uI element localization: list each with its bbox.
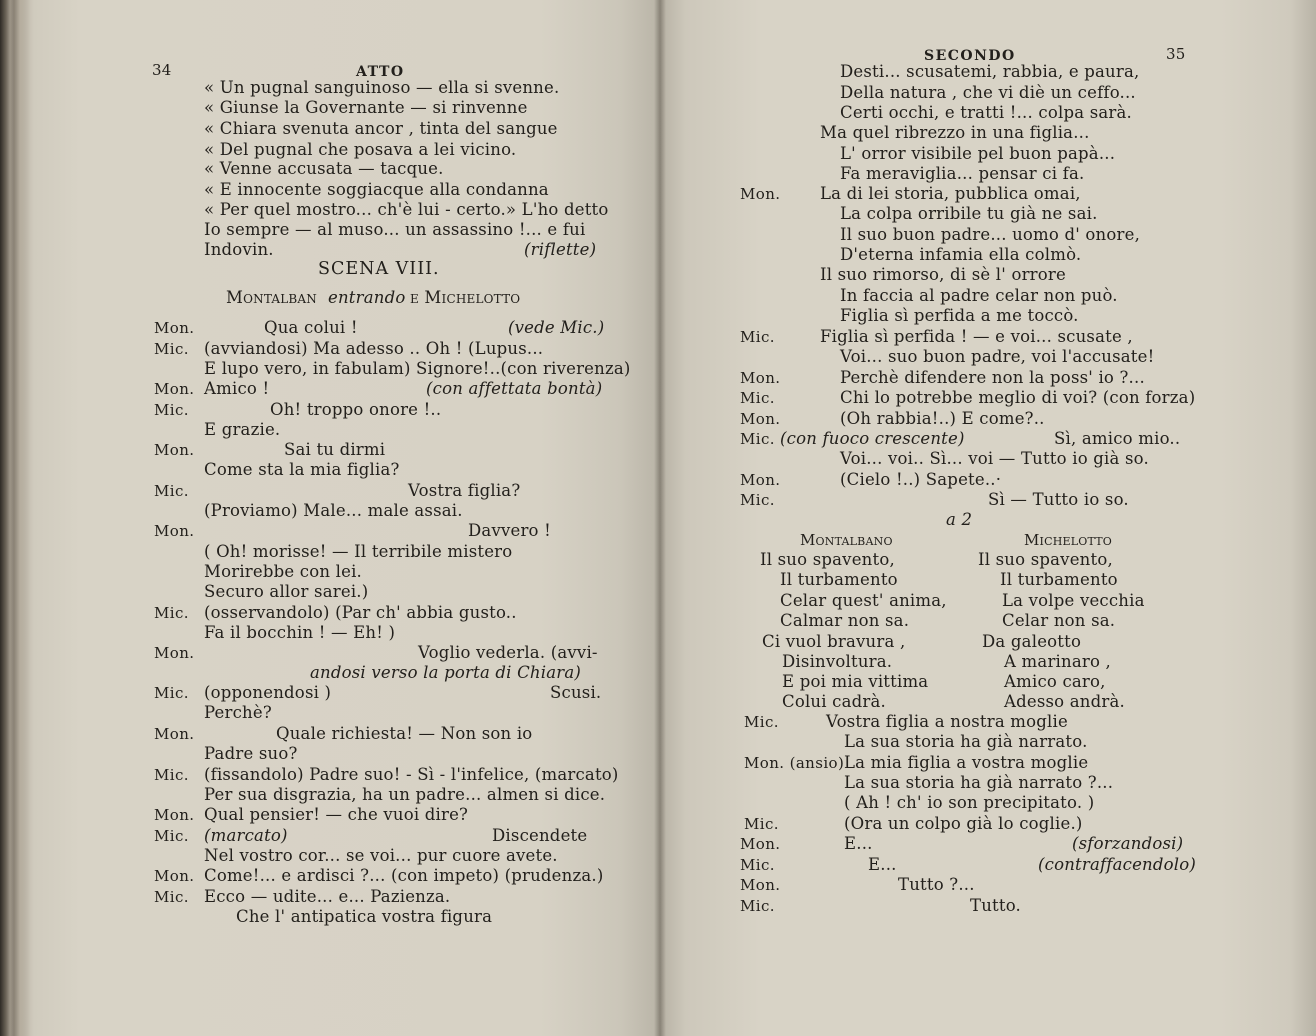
running-head-left: ATTO	[356, 64, 405, 80]
speaker: Mic.	[740, 856, 775, 874]
text-line: E...	[868, 855, 897, 874]
speaker: Mon.	[740, 835, 781, 853]
speaker: Mon.	[154, 319, 195, 337]
dialogue-line: Perchè?	[204, 703, 272, 722]
text-line: Sì, amico mio..	[1054, 429, 1181, 448]
stage-direction: (sforzandosi)	[1072, 834, 1184, 853]
duet-name-left: Montalbano	[800, 531, 893, 549]
dialogue-line: Voglio vederla. (avvi-	[418, 643, 598, 662]
duet-line: A marinaro ,	[1004, 652, 1111, 671]
right-page	[660, 0, 1316, 1036]
duet-line: Il suo spavento,	[760, 550, 895, 569]
duet-line: Da galeotto	[982, 632, 1082, 651]
duet-name-right: Michelotto	[1024, 531, 1112, 549]
text-line: Perchè difendere non la poss' io ?...	[840, 368, 1145, 387]
dialogue-line: Davvero !	[468, 521, 551, 540]
page-number-right: 35	[1166, 45, 1186, 63]
stage-direction: (con fuoco crescente)	[780, 429, 965, 448]
text-line: In faccia al padre celar non può.	[840, 286, 1118, 305]
text-line: Vostra figlia a nostra moglie	[826, 712, 1068, 731]
stage-direction: (marcato)	[204, 826, 288, 845]
scene-cast-entrando: entrando	[328, 288, 406, 307]
dialogue-line: E grazie.	[204, 420, 281, 439]
text-line: « Venne accusata — tacque.	[204, 159, 444, 178]
speaker: Mon.	[740, 471, 781, 489]
dialogue-line: Qual pensier! — che vuoi dire?	[204, 805, 469, 824]
text-line: Certi occhi, e tratti !... colpa sarà.	[840, 103, 1132, 122]
dialogue-line: E lupo vero, in fabulam) Signore!..(con riverenza)	[204, 359, 631, 378]
dialogue-line: Ecco — udite... e... Pazienza.	[204, 887, 451, 906]
speaker: Mic.	[744, 713, 779, 731]
speaker: Mon.	[154, 806, 195, 824]
text-line: Fa meraviglia... pensar ci fa.	[840, 164, 1085, 183]
text-line: L' orror visibile pel buon papà...	[840, 144, 1116, 163]
text-line: Tutto ?...	[898, 875, 975, 894]
speaker: Mic.	[740, 389, 775, 407]
running-head-right: SECONDO	[924, 48, 1016, 64]
duet-line: Amico caro,	[1004, 672, 1106, 691]
text-line: Figlia sì perfida ! — e voi... scusate ,	[820, 327, 1133, 346]
speaker: Mic.	[740, 491, 775, 509]
duet-line: Ci vuol bravura ,	[762, 632, 906, 651]
dialogue-line: Quale richiesta! — Non son io	[276, 724, 533, 743]
duet-line: Celar quest' anima,	[780, 591, 947, 610]
duet-line: Il turbamento	[780, 570, 898, 589]
dialogue-line: Amico !	[204, 379, 270, 398]
duet-line: Il turbamento	[1000, 570, 1118, 589]
speaker: Mic.	[154, 888, 189, 906]
dialogue-line: Scusi.	[550, 683, 602, 702]
book-edge	[0, 0, 30, 1036]
text-line: « Chiara svenuta ancor , tinta del sangue	[204, 119, 558, 138]
text-line: (Cielo !..) Sapete..·	[840, 470, 1002, 489]
speaker: Mon.	[740, 369, 781, 387]
text-line: D'eterna infamia ella colmò.	[840, 245, 1082, 264]
speaker: Mon.	[154, 725, 195, 743]
duet-line: Celar non sa.	[1002, 611, 1116, 630]
dialogue-line: Oh! troppo onore !..	[270, 400, 442, 419]
speaker: Mic.	[740, 430, 775, 448]
text-line: (Oh rabbia!..) E come?..	[840, 409, 1045, 428]
speaker: Mic.	[154, 482, 189, 500]
dialogue-line: Securo allor sarei.)	[204, 582, 369, 601]
text-line: ( Ah ! ch' io son precipitato. )	[844, 793, 1095, 812]
a-due-marker: a 2	[946, 510, 973, 529]
speaker: Mic.	[154, 401, 189, 419]
text-line: La sua storia ha già narrato.	[844, 732, 1088, 751]
text-line: Chi lo potrebbe meglio di voi? (con forza)	[840, 388, 1196, 407]
speaker: Mon.	[154, 522, 195, 540]
scene-cast-michelotto: e Michelotto	[410, 288, 521, 307]
text-line: La mia figlia a vostra moglie	[844, 753, 1089, 772]
duet-line: Colui cadrà.	[782, 692, 886, 711]
speaker: Mon.	[740, 876, 781, 894]
text-line: « Un pugnal sanguinoso — ella si svenne.	[204, 78, 560, 97]
dialogue-line: Sai tu dirmi	[284, 440, 386, 459]
text-line: La di lei storia, pubblica omai,	[820, 184, 1081, 203]
speaker: Mic.	[154, 766, 189, 784]
stage-direction: (contraffacendolo)	[1038, 855, 1197, 874]
speaker: Mon.	[740, 185, 781, 203]
text-line: (Ora un colpo già lo coglie.)	[844, 814, 1083, 833]
speaker: Mic.	[154, 604, 189, 622]
text-line: Voi... voi.. Sì... voi — Tutto io già so.	[840, 449, 1149, 468]
dialogue-line: Per sua disgrazia, ha un padre... almen si dice.	[204, 785, 606, 804]
speaker: Mon.	[154, 380, 195, 398]
speaker: Mon. (ansio)	[744, 754, 845, 772]
text-line: « E innocente soggiacque alla condanna	[204, 180, 549, 199]
text-line: Il suo buon padre... uomo d' onore,	[840, 225, 1141, 244]
text-line: La sua storia ha già narrato ?...	[844, 773, 1114, 792]
dialogue-line: Vostra figlia?	[408, 481, 521, 500]
dialogue-line: Padre suo?	[204, 744, 298, 763]
duet-line: La volpe vecchia	[1002, 591, 1145, 610]
text-line: La colpa orribile tu già ne sai.	[840, 204, 1098, 223]
duet-line: E poi mia vittima	[782, 672, 929, 691]
dialogue-line: Che l' antipatica vostra figura	[236, 907, 493, 926]
dialogue-line: (fissandolo) Padre suo! - Sì - l'infelice, (marcato)	[204, 765, 619, 784]
dialogue-line: (Proviamo) Male... male assai.	[204, 501, 463, 520]
dialogue-line: (avviandosi) Ma adesso .. Oh ! (Lupus...	[204, 339, 544, 358]
speaker: Mic.	[154, 827, 189, 845]
dialogue-line: (osservandolo) (Par ch' abbia gusto..	[204, 603, 517, 622]
duet-line: Calmar non sa.	[780, 611, 910, 630]
scene-title: SCENA VIII.	[318, 259, 440, 279]
text-line: « Per quel mostro... ch'è lui - certo.» L'ho detto	[204, 200, 609, 219]
dialogue-line: Fa il bocchin ! — Eh! )	[204, 623, 396, 642]
speaker: Mon.	[154, 644, 195, 662]
text-line: Figlia sì perfida a me toccò.	[840, 306, 1079, 325]
text-line: E...	[844, 834, 873, 853]
duet-line: Il suo spavento,	[978, 550, 1113, 569]
duet-line: Adesso andrà.	[1004, 692, 1125, 711]
text-line: Indovin.	[204, 240, 274, 259]
text-line: Sì — Tutto io so.	[988, 490, 1129, 509]
speaker: Mon.	[154, 867, 195, 885]
dialogue-line: Discendete	[492, 826, 588, 845]
stage-direction: (vede Mic.)	[508, 318, 605, 337]
speaker: Mic.	[740, 328, 775, 346]
dialogue-line: Qua colui !	[264, 318, 358, 337]
speaker: Mic.	[154, 684, 189, 702]
stage-direction: (riflette)	[524, 240, 597, 259]
dialogue-line: (opponendosi )	[204, 683, 332, 702]
text-line: Della natura , che vi diè un ceffo...	[840, 83, 1136, 102]
speaker: Mon.	[740, 410, 781, 428]
text-line: « Giunse la Governante — si rinvenne	[204, 98, 528, 117]
text-line: Io sempre — al muso... un assassino !... e fui	[204, 220, 586, 239]
speaker: Mic.	[740, 897, 775, 915]
text-line: Ma quel ribrezzo in una figlia...	[820, 123, 1090, 142]
page-number-left: 34	[152, 61, 172, 79]
text-line: Voi... suo buon padre, voi l'accusate!	[840, 347, 1155, 366]
stage-direction: (con affettata bontà)	[426, 379, 603, 398]
speaker: Mic.	[154, 340, 189, 358]
dialogue-line: Morirebbe con lei.	[204, 562, 362, 581]
dialogue-line: ( Oh! morisse! — Il terribile mistero	[204, 542, 513, 561]
dialogue-line: Come sta la mia figlia?	[204, 460, 400, 479]
speaker: Mic.	[744, 815, 779, 833]
stage-direction: andosi verso la porta di Chiara)	[310, 663, 582, 682]
text-line: Tutto.	[970, 896, 1021, 915]
text-line: « Del pugnal che posava a lei vicino.	[204, 140, 517, 159]
speaker: Mon.	[154, 441, 195, 459]
duet-line: Disinvoltura.	[782, 652, 893, 671]
dialogue-line: Nel vostro cor... se voi... pur cuore avete.	[204, 846, 558, 865]
book-spine	[654, 0, 666, 1036]
text-line: Desti... scusatemi, rabbia, e paura,	[840, 62, 1140, 81]
text-line: Il suo rimorso, di sè l' orrore	[820, 265, 1066, 284]
dialogue-line: Come!... e ardisci ?... (con impeto) (prudenza.)	[204, 866, 604, 885]
scene-cast-montalban: Montalban	[226, 288, 317, 307]
